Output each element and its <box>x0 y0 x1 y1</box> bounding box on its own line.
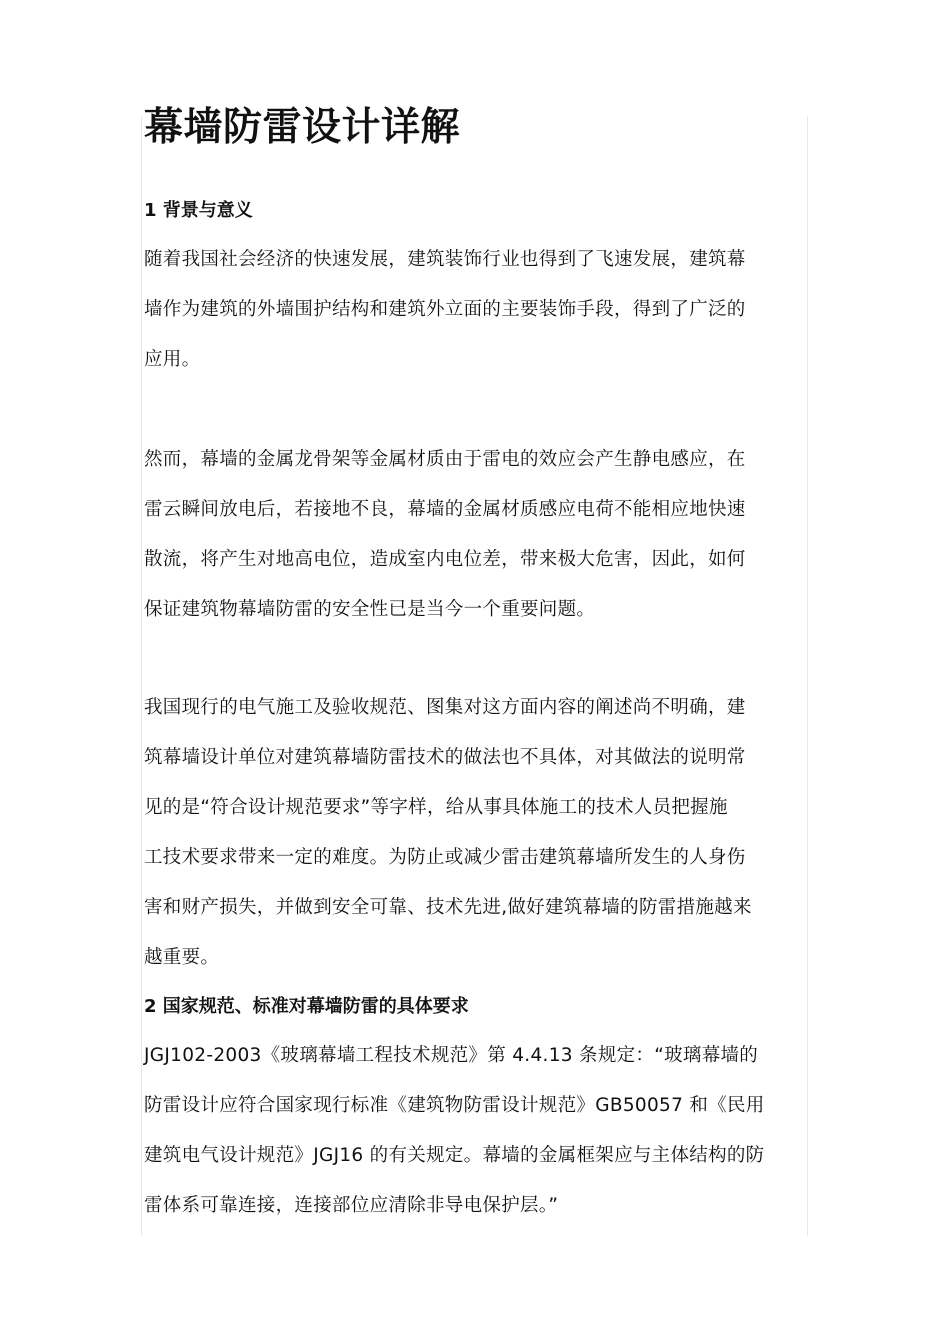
text-line: 筑幕墙设计单位对建筑幕墙防雷技术的做法也不具体，对其做法的说明常 <box>144 747 746 768</box>
text-line: 雷体系可靠连接，连接部位应清除非导电保护层。” <box>144 1195 559 1216</box>
text-line: 见的是“符合设计规范要求”等字样，给从事具体施工的技术人员把握施 <box>144 797 728 818</box>
paragraph-background-2 <box>144 435 806 635</box>
text-line: 建筑电气设计规范》JGJ16 的有关规定。幕墙的金属框架应与主体结构的防 <box>144 1145 765 1166</box>
section-heading-background: 1 背景与意义 <box>144 200 253 221</box>
paragraph-background-3 <box>144 683 806 983</box>
text-line: 工技术要求带来一定的难度。为防止或减少雷击建筑幕墙所发生的人身伤 <box>144 847 746 868</box>
text-line: 防雷设计应符合国家现行标准《建筑物防雷设计规范》GB50057 和《民用 <box>144 1095 765 1116</box>
text-line: 我国现行的电气施工及验收规范、图集对这方面内容的阐述尚不明确，建 <box>144 697 746 718</box>
text-line: 雷云瞬间放电后，若接地不良，幕墙的金属材质感应电荷不能相应地快速 <box>144 499 746 520</box>
text-line: 墙作为建筑的外墙围护结构和建筑外立面的主要装饰手段，得到了广泛的 <box>144 299 746 320</box>
text-line: 越重要。 <box>144 947 220 968</box>
text-line: 保证建筑物幕墙防雷的安全性已是当今一个重要问题。 <box>144 599 596 620</box>
text-line: 害和财产损失，并做到安全可靠、技术先进,做好建筑幕墙的防雷措施越来 <box>144 897 752 918</box>
paragraph-background-1 <box>144 235 806 385</box>
text-line: 然而，幕墙的金属龙骨架等金属材质由于雷电的效应会产生静电感应，在 <box>144 449 746 470</box>
text-line: 应用。 <box>144 349 201 370</box>
text-line: 随着我国社会经济的快速发展，建筑装饰行业也得到了飞速发展，建筑幕 <box>144 249 746 270</box>
document-title: 幕墙防雷设计详解 <box>144 105 461 150</box>
section-heading-regulations: 2 国家规范、标准对幕墙防雷的具体要求 <box>144 996 469 1017</box>
paragraph-regulations-1 <box>144 1031 806 1231</box>
text-line: 散流，将产生对地高电位，造成室内电位差，带来极大危害，因此，如何 <box>144 549 746 570</box>
text-line: JGJ102-2003《玻璃幕墙工程技术规范》第 4.4.13 条规定：“玻璃幕墙的 <box>144 1045 759 1066</box>
